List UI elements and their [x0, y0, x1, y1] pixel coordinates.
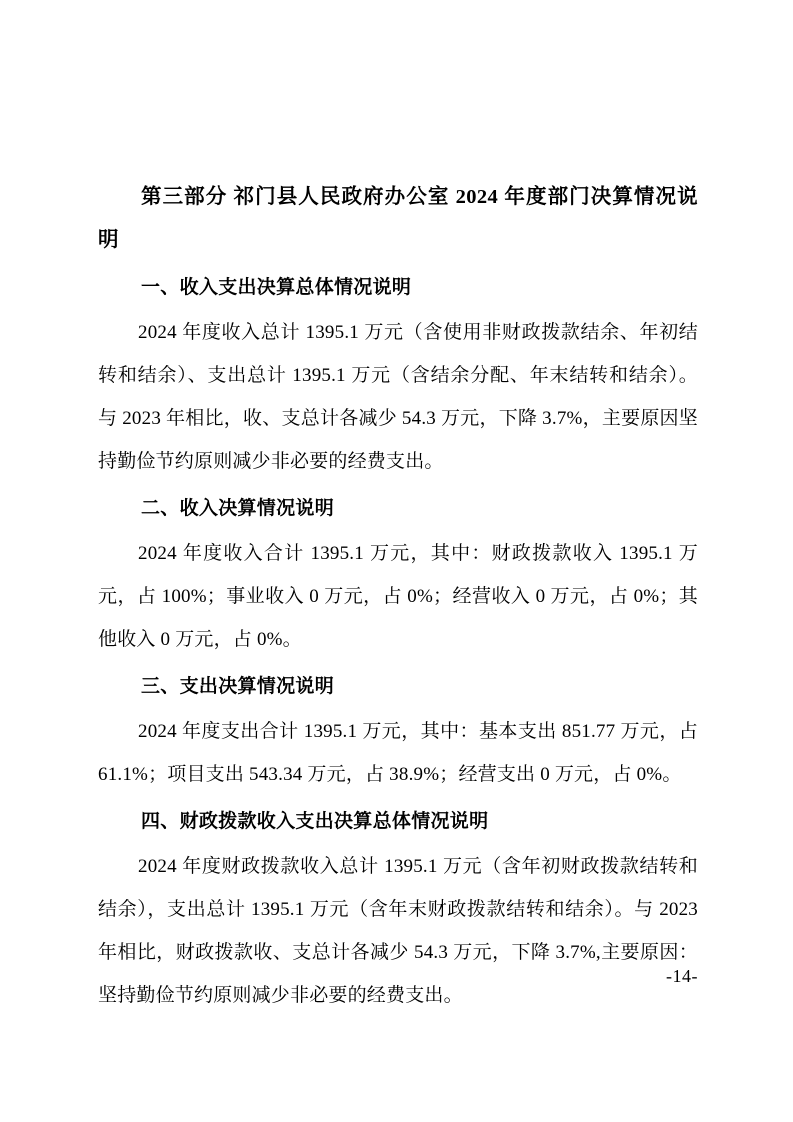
section-paragraph-3: 2024 年度支出合计 1395.1 万元，其中：基本支出 851.77 万元，占 61.1%；项目支出 543.34 万元，占 38.9%；经营支出 0 万元，占 0%。	[98, 721, 698, 785]
section-heading-3: 三、支出决算情况说明	[141, 676, 335, 697]
section-paragraph-2: 2024 年度收入合计 1395.1 万元，其中：财政拨款收入 1395.1 万元，占 100%；事业收入 0 万元，占 0%；经营收入 0 万元，占 0%；其他收入 0 万元，占 0%。	[98, 543, 698, 650]
section-paragraph-1: 2024 年度收入总计 1395.1 万元（含使用非财政拨款结余、年初结转和结余）、支出总计 1395.1 万元（含结余分配、年末结转和结余）。与 2023 年相比，收、支总计各减少 54.3 万元，下降 3.7%，主要原因坚持勤俭节约原则减少非必要的经费支出。	[98, 322, 698, 472]
document-body	[98, 176, 698, 1017]
section-paragraph-4: 2024 年度财政拨款收入总计 1395.1 万元（含年初财政拨款结转和结余），支出总计 1395.1 万元（含年末财政拨款结转和结余）。与 2023 年相比，财政拨款收、支总计各减少 54.3 万元，下降 3.7%,主要原因：坚持勤俭节约原则减少非必要的经费支出。	[98, 856, 698, 1006]
section-heading-4: 四、财政拨款收入支出决算总体情况说明	[141, 811, 489, 832]
section-heading-1: 一、收入支出决算总体情况说明	[141, 277, 412, 298]
page-number: -14-	[666, 966, 698, 986]
section-heading-2: 二、收入决算情况说明	[141, 498, 335, 519]
page-title: 第三部分 祁门县人民政府办公室 2024 年度部门决算情况说明	[98, 186, 698, 251]
